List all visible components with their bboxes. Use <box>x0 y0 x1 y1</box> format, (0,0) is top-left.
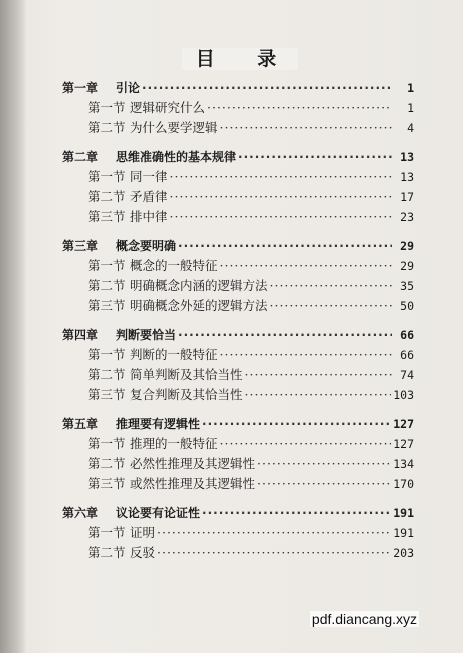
leader-dots <box>178 325 392 345</box>
page-number: 134 <box>393 457 414 471</box>
toc-section-row[interactable] <box>62 98 414 118</box>
page-number: 50 <box>400 299 414 313</box>
chapter-gap <box>62 494 414 503</box>
section-number: 第一节 <box>88 347 126 362</box>
chapter-title: 引论 <box>116 81 141 95</box>
page-number: 103 <box>393 388 414 402</box>
page-number: 17 <box>400 190 414 204</box>
leader-dots <box>178 236 392 256</box>
page-number: 127 <box>393 417 414 431</box>
toc-section-row[interactable] <box>62 167 414 187</box>
section-number: 第二节 <box>88 120 126 135</box>
section-title: 判断的一般特征 <box>130 347 218 362</box>
title-text: 目 录 <box>182 48 299 70</box>
section-number: 第一节 <box>88 436 126 451</box>
toc-section-row[interactable] <box>62 454 414 474</box>
page-number: 29 <box>400 239 414 253</box>
page-number: 1 <box>407 81 414 95</box>
section-number: 第一节 <box>88 258 126 273</box>
toc-section-row[interactable] <box>62 256 414 276</box>
page-number: 170 <box>393 477 414 491</box>
page-number: 191 <box>393 526 414 540</box>
chapter-gap <box>62 405 414 414</box>
leader-dots <box>245 365 392 385</box>
section-title: 为什么要学逻辑 <box>130 120 218 135</box>
leader-dots <box>157 523 391 543</box>
leader-dots <box>170 167 392 187</box>
page-number: 1 <box>407 101 414 115</box>
section-title: 概念的一般特征 <box>130 258 218 273</box>
toc-section-row[interactable] <box>62 434 414 454</box>
chapter-gap <box>62 227 414 236</box>
toc-section-row[interactable] <box>62 276 414 296</box>
section-title: 明确概念内涵的逻辑方法 <box>130 278 268 293</box>
leader-dots <box>170 187 392 207</box>
section-number: 第二节 <box>88 545 126 560</box>
section-title: 或然性推理及其逻辑性 <box>130 476 256 491</box>
page-title <box>140 44 340 70</box>
toc-section-row[interactable] <box>62 385 414 405</box>
chapter-title: 议论要有论证性 <box>116 506 201 520</box>
section-title: 排中律 <box>130 209 168 224</box>
leader-dots <box>220 256 392 276</box>
section-number: 第二节 <box>88 189 126 204</box>
section-number: 第三节 <box>88 209 126 224</box>
section-title: 明确概念外延的逻辑方法 <box>130 298 268 313</box>
leader-dots <box>157 543 391 563</box>
section-number: 第一节 <box>88 169 126 184</box>
chapter-gap <box>62 316 414 325</box>
leader-dots <box>257 474 391 494</box>
toc-chapter-row[interactable] <box>62 78 414 98</box>
leader-dots <box>257 454 391 474</box>
chapter-number: 第一章 <box>62 81 99 95</box>
page-number: 127 <box>393 437 414 451</box>
section-number: 第二节 <box>88 278 126 293</box>
page-number: 191 <box>393 506 414 520</box>
section-title: 证明 <box>130 525 156 540</box>
section-title: 必然性推理及其逻辑性 <box>130 456 256 471</box>
leader-dots <box>238 147 392 167</box>
chapter-title: 思维准确性的基本规律 <box>116 150 237 164</box>
section-number: 第三节 <box>88 476 126 491</box>
toc-section-row[interactable] <box>62 345 414 365</box>
leader-dots <box>202 503 391 523</box>
page-number: 74 <box>400 368 414 382</box>
page-number: 23 <box>400 210 414 224</box>
section-number: 第三节 <box>88 387 126 402</box>
toc-chapter-row[interactable] <box>62 236 414 256</box>
page-number: 66 <box>400 328 414 342</box>
chapter-title: 推理要有逻辑性 <box>116 417 201 431</box>
binding-shadow <box>0 0 26 653</box>
leader-dots <box>202 414 391 434</box>
page-number: 203 <box>393 546 414 560</box>
chapter-title: 概念要明确 <box>116 239 177 253</box>
section-number: 第三节 <box>88 298 126 313</box>
chapter-number: 第四章 <box>62 328 99 342</box>
section-title: 同一律 <box>130 169 168 184</box>
toc-section-row[interactable] <box>62 543 414 563</box>
watermark: pdf.diancang.xyz <box>311 611 417 627</box>
toc-chapter-row[interactable] <box>62 503 414 523</box>
section-title: 复合判断及其恰当性 <box>130 387 243 402</box>
toc-section-row[interactable] <box>62 523 414 543</box>
section-title: 矛盾律 <box>130 189 168 204</box>
toc-chapter-row[interactable] <box>62 147 414 167</box>
leader-dots <box>220 434 392 454</box>
section-number: 第二节 <box>88 367 126 382</box>
toc-chapter-row[interactable] <box>62 414 414 434</box>
section-title: 简单判断及其恰当性 <box>130 367 243 382</box>
page-number: 13 <box>400 150 414 164</box>
page-number: 35 <box>400 279 414 293</box>
chapter-gap <box>62 138 414 147</box>
toc-section-row[interactable] <box>62 118 414 138</box>
toc-section-row[interactable] <box>62 187 414 207</box>
toc-chapter-row[interactable] <box>62 325 414 345</box>
section-number: 第一节 <box>88 525 126 540</box>
page-number: 4 <box>407 121 414 135</box>
page-number: 66 <box>400 348 414 362</box>
table-of-contents <box>62 78 414 563</box>
chapter-number: 第六章 <box>62 506 99 520</box>
toc-section-row[interactable] <box>62 474 414 494</box>
leader-dots <box>220 118 392 138</box>
toc-section-row[interactable] <box>62 296 414 316</box>
chapter-number: 第二章 <box>62 150 99 164</box>
leader-dots <box>270 296 392 316</box>
section-title: 逻辑研究什么 <box>130 100 206 115</box>
toc-section-row[interactable] <box>62 365 414 385</box>
leader-dots <box>245 385 392 405</box>
section-title: 反驳 <box>130 545 156 560</box>
section-title: 推理的一般特征 <box>130 436 218 451</box>
leader-dots <box>170 207 392 227</box>
leader-dots <box>270 276 392 296</box>
chapter-number: 第五章 <box>62 417 99 431</box>
section-number: 第一节 <box>88 100 126 115</box>
section-number: 第二节 <box>88 456 126 471</box>
leader-dots <box>207 98 392 118</box>
page-number: 13 <box>400 170 414 184</box>
leader-dots <box>142 78 392 98</box>
page-number: 29 <box>400 259 414 273</box>
leader-dots <box>220 345 392 365</box>
toc-section-row[interactable] <box>62 207 414 227</box>
chapter-title: 判断要恰当 <box>116 328 177 342</box>
chapter-number: 第三章 <box>62 239 99 253</box>
